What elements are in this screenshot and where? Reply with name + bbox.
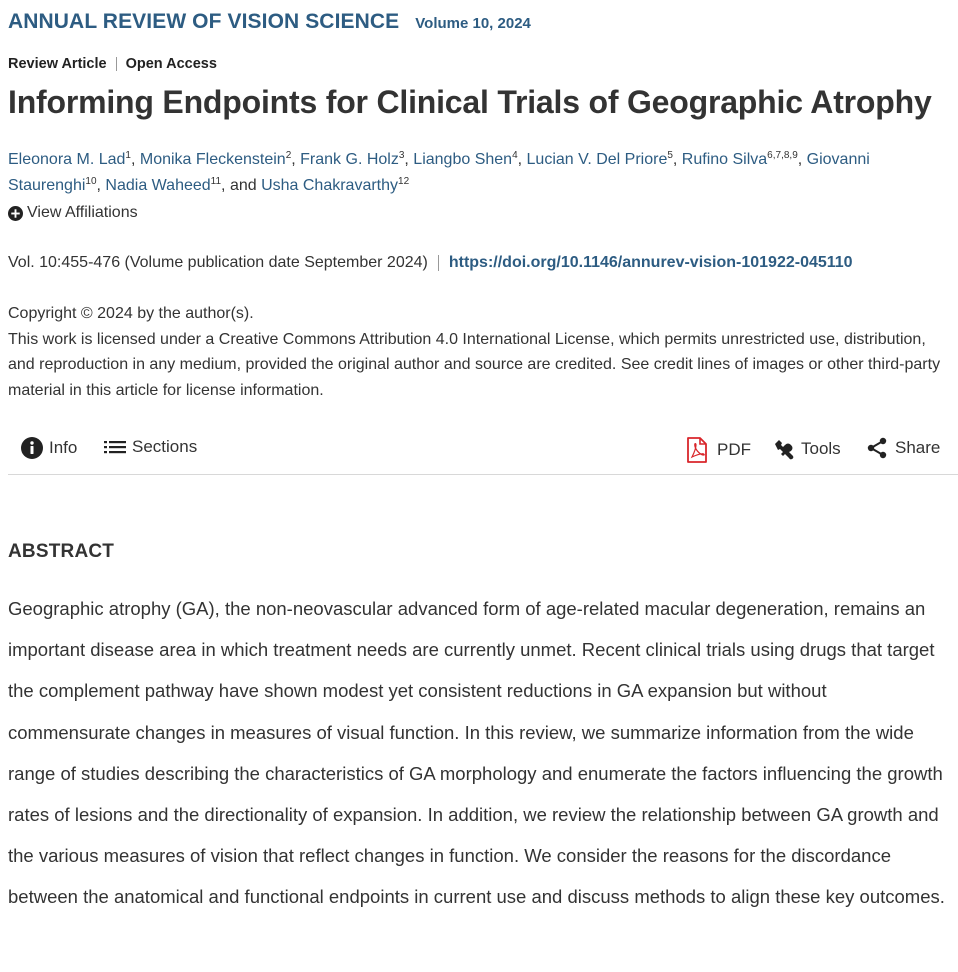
abstract-text: Geographic atrophy (GA), the non-neovascular advanced form of age-related macular degeneration, remains an important disease area in which treatment needs are currently unmet. Recent clinical trials using drugs that target the complement pathway have shown modest yet consistent reductions in GA expansion but without commensurate changes in measures of visual function. In this review, we summarize information from the wide range of studies describing the characteristics of GA morphology and enumerate the factors influencing the growth rates of lesions and the directionality of expansion. In addition, we review the relationship between GA growth and the various measures of vision that reflect changes in function. We consider the reasons for the discordance between the anatomical and functional endpoints in current use and discuss methods to align these key outcomes. <box>8 598 945 908</box>
list-icon <box>104 439 126 455</box>
publication-line <box>8 254 853 272</box>
author-link[interactable]: Frank G. Holz$^3$ <box>300 150 405 168</box>
author-link[interactable]: Giovanni Staurenghi$^{10}$ <box>8 151 870 194</box>
doi-link[interactable]: https://doi.org/10.1146/annurev-vision-101922-045110 <box>448 254 853 271</box>
author-link[interactable]: Liangbo Shen$^4$ <box>413 150 518 168</box>
info-button[interactable] <box>21 437 77 459</box>
plus-circle-icon <box>8 206 23 221</box>
abstract-heading: ABSTRACT <box>8 541 115 562</box>
tools-button[interactable] <box>772 437 841 461</box>
share-button[interactable] <box>866 437 940 459</box>
author-link[interactable]: Rufino Silva$^{6,7,8,9}$ <box>681 150 798 168</box>
sections-button[interactable] <box>104 437 197 457</box>
publication-divider <box>438 255 439 271</box>
pdf-icon <box>686 437 708 463</box>
pdf-button[interactable] <box>686 437 751 463</box>
view-affiliations-toggle[interactable] <box>8 204 138 222</box>
license-text: This work is licensed under a Creative Commons Attribution 4.0 International License, which permits unrestricted use, distribution, and reproduction in any medium, provided the original author and source are credited. See credit lines of images or other third-party material in this article for license information. <box>8 330 941 399</box>
author-link[interactable]: Monika Fleckenstein$^2$ <box>139 150 292 168</box>
sections-label: Sections <box>132 437 198 456</box>
share-icon <box>866 437 888 459</box>
journal-header <box>8 10 531 34</box>
article-type: Review Article <box>8 56 107 72</box>
author-link[interactable]: Usha Chakravarthy$^{12}$ <box>261 176 410 194</box>
journal-name-link[interactable]: ANNUAL REVIEW OF VISION SCIENCE <box>8 10 400 33</box>
share-label: Share <box>895 438 941 457</box>
copyright-block <box>8 301 953 403</box>
article-title: Informing Endpoints for Clinical Trials of Geographic Atrophy <box>8 84 932 120</box>
access-badge: Open Access <box>125 56 217 72</box>
info-icon <box>21 437 43 459</box>
volume-info: Vol. 10:455-476 (Volume publication date September 2024) <box>8 254 428 271</box>
copyright-line: Copyright © 2024 by the author(s). <box>8 305 254 322</box>
author-link[interactable]: Nadia Waheed$^{11}$ <box>105 176 222 194</box>
author-link[interactable]: Lucian V. Del Priore$^5$ <box>526 150 673 168</box>
meta-divider <box>116 57 117 71</box>
tools-label: Tools <box>801 439 841 458</box>
author-link[interactable]: Eleonora M. Lad$^1$ <box>8 150 131 168</box>
view-affiliations-label: View Affiliations <box>27 204 138 221</box>
pdf-label: PDF <box>717 440 751 459</box>
author-list: Eleonora M. Lad$^1$, Monika Fleckenstein$^2$, Frank G. Holz$^3$, Liangbo Shen$^4$, Lucian V. Del Priore$^5$, Rufino Silva$^{6,7,8,9}$, Giovanni Staurenghi$^{10}$, Nadia Waheed$^{11}$, and Usha Chakravarthy$^{12}$ <box>8 150 870 194</box>
info-label: Info <box>49 438 78 457</box>
article-meta <box>8 56 217 72</box>
article-toolbar <box>8 428 958 475</box>
journal-volume-link[interactable]: Volume 10, 2024 <box>415 15 531 32</box>
wrench-icon <box>772 437 796 461</box>
